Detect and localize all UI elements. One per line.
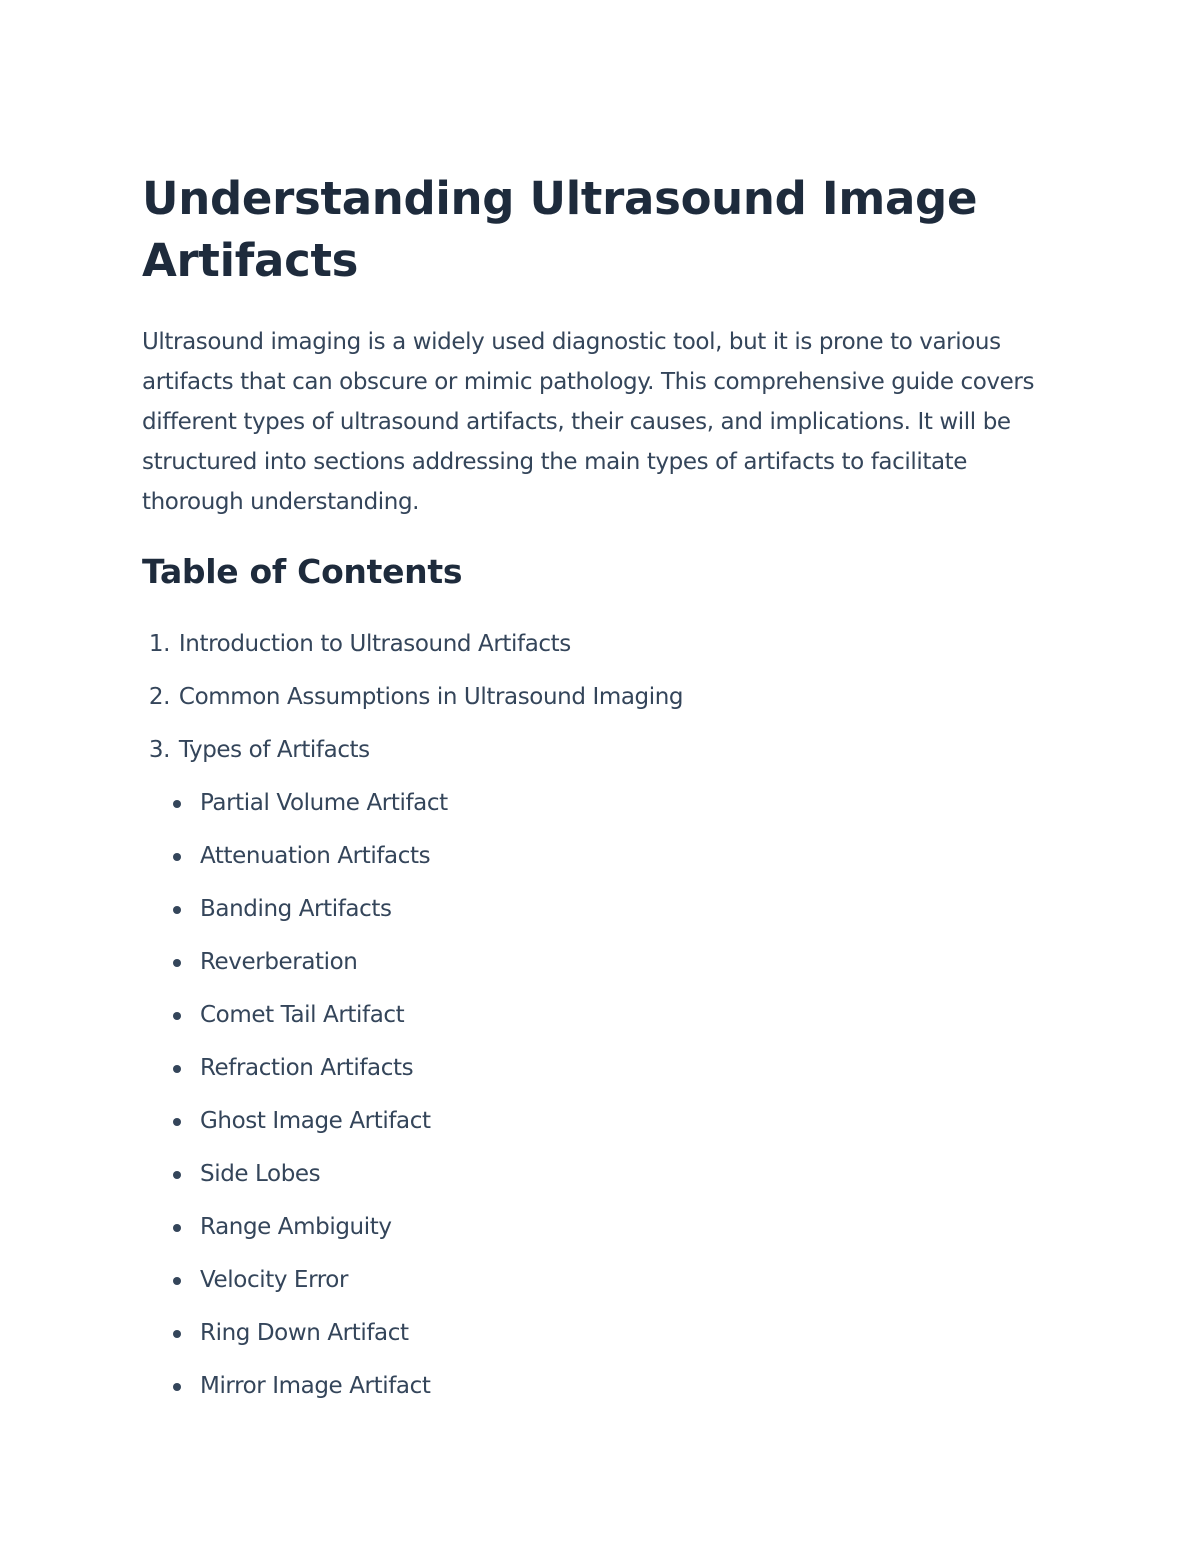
toc-item-number: 3. [148, 737, 170, 763]
artifact-type-item [142, 989, 1062, 1042]
bullet-icon [173, 906, 181, 914]
toc-item-label: Common Assumptions in Ultrasound Imaging [178, 684, 684, 710]
page-title: Understanding Ultrasound Image Artifacts [142, 172, 978, 287]
artifact-type-item [142, 1307, 1062, 1360]
artifact-type-item [142, 1201, 1062, 1254]
artifact-type-label: Attenuation Artifacts [200, 843, 431, 869]
artifact-type-label: Comet Tail Artifact [200, 1002, 405, 1028]
toc-heading: Table of Contents [142, 552, 463, 591]
document-page [142, 168, 1062, 1413]
artifact-type-item [142, 1042, 1062, 1095]
artifact-type-item [142, 1360, 1062, 1413]
bullet-icon [173, 1277, 181, 1285]
toc-item-types-of-artifacts [142, 724, 1062, 1413]
artifact-type-item [142, 1095, 1062, 1148]
bullet-icon [173, 853, 181, 861]
toc-item-introduction [142, 618, 1062, 671]
bullet-icon [173, 959, 181, 967]
artifact-type-label: Banding Artifacts [200, 896, 392, 922]
artifact-type-list [142, 777, 1062, 1413]
artifact-type-item [142, 1148, 1062, 1201]
bullet-icon [173, 1330, 181, 1338]
bullet-icon [173, 1012, 181, 1020]
toc-item-number: 2. [148, 684, 170, 710]
bullet-icon [173, 1171, 181, 1179]
toc-item-label: Introduction to Ultrasound Artifacts [178, 631, 571, 657]
artifact-type-label: Side Lobes [200, 1161, 321, 1187]
artifact-type-label: Refraction Artifacts [200, 1055, 414, 1081]
toc-item-common-assumptions [142, 671, 1062, 724]
artifact-type-label: Ring Down Artifact [200, 1320, 409, 1346]
artifact-type-item [142, 883, 1062, 936]
bullet-icon [173, 800, 181, 808]
artifact-type-label: Mirror Image Artifact [200, 1373, 431, 1399]
bullet-icon [173, 1118, 181, 1126]
bullet-icon [173, 1383, 181, 1391]
artifact-type-item [142, 936, 1062, 989]
toc-item-number: 1. [148, 631, 170, 657]
intro-paragraph: Ultrasound imaging is a widely used diagnostic tool, but it is prone to various artifacts that can obscure or mimic pathology. This comprehensive guide covers different types of ultrasound artifacts, their causes, and implications. It will be structured into sections addressing the main types of artifacts to facilitate thorough understanding. [142, 329, 1035, 515]
artifact-type-item [142, 777, 1062, 830]
artifact-type-label: Partial Volume Artifact [200, 790, 448, 816]
artifact-type-label: Range Ambiguity [200, 1214, 392, 1240]
bullet-icon [173, 1065, 181, 1073]
bullet-icon [173, 1224, 181, 1232]
toc-item-label: Types of Artifacts [178, 737, 370, 763]
artifact-type-label: Ghost Image Artifact [200, 1108, 431, 1134]
toc-list [142, 618, 1062, 1413]
artifact-type-item [142, 830, 1062, 883]
artifact-type-label: Velocity Error [200, 1267, 348, 1293]
artifact-type-item [142, 1254, 1062, 1307]
artifact-type-label: Reverberation [200, 949, 358, 975]
